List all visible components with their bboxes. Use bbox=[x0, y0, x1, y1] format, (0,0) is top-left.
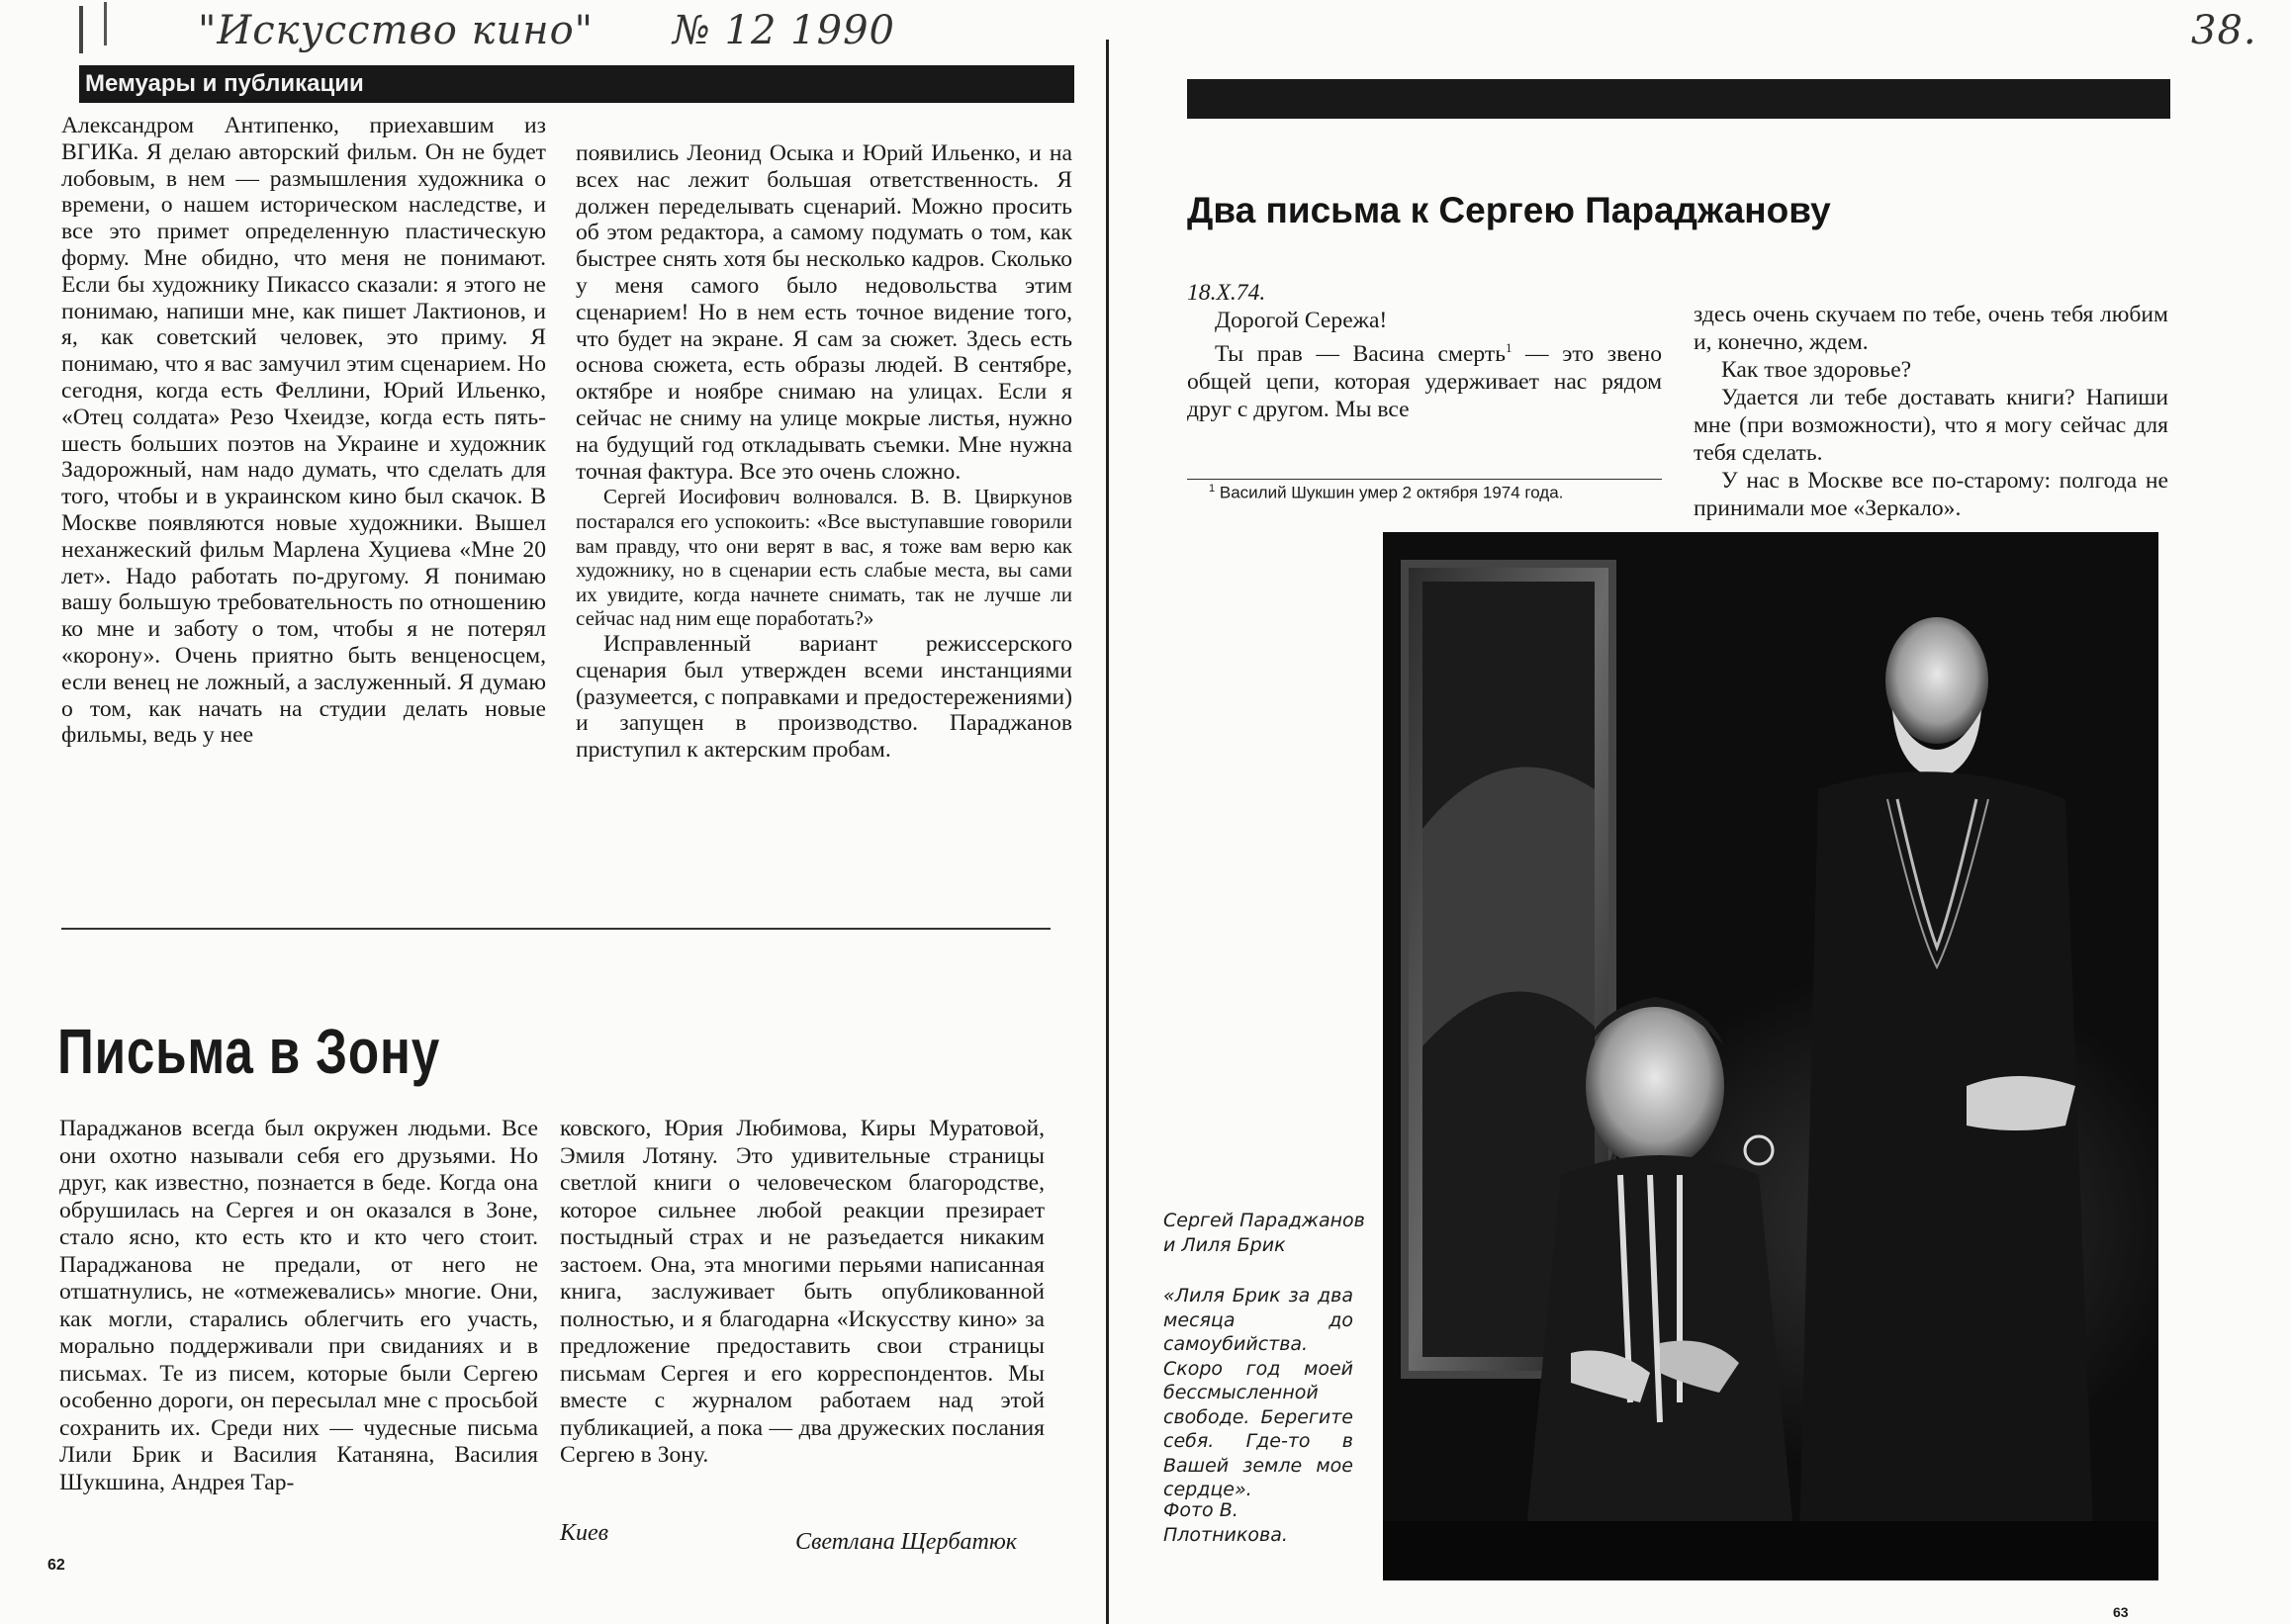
letters-title: Два письма к Сергею Параджанову bbox=[1187, 190, 1831, 230]
handwritten-issue-number: № 12 1990 bbox=[673, 8, 895, 53]
intro-text: ковского, Юрия Любимова, Киры Муратовой, Эмиля Лотяну. Это удивительные страницы светлой книги о человеческом благородстве, которое сильнее любой реакции презирает постыдный страх и не разъедается никаким застоем. Она, эта многими перьями написанная книга, заслуживает быть опубликованной полностью, и я благодарна «Искусству кино» за предложение предоставить свои страницы письмам Сергея и его корреспондентов. Мы вместе с журналом работаем над этой публикацией, а пока — два дружеских послания Сергею в Зону. bbox=[560, 1116, 1045, 1468]
letter-text: здесь очень скучаем по тебе, очень тебя любим и, конечно, ждем. bbox=[1694, 302, 2168, 355]
page-number-left: 62 bbox=[47, 1557, 65, 1574]
photo-caption-names: Сергей Параджанов и Лиля Брик bbox=[1163, 1210, 1365, 1256]
memoir-text: Сергей Иосифович волновался. В. В. Цвиркунов постарался его успокоить: «Все выступавшие говорили вам правду, что они верят в вас, я тоже вам верю как художнику, но в сценарии есть слабые места, вы сами их увидите, когда начнете снимать, так не лучше ли сейчас над ним еще поработать?» bbox=[576, 485, 1072, 631]
memoir-text: Исправленный вариант режиссерского сценария был утвержден всеми инстанциями (разумеется, с поправками и предостережениями) и запущен в производство. Параджанов приступил к актерским пробам. bbox=[576, 630, 1072, 764]
footnote: $^1$ Василий Шукшин умер 2 октября 1974 года. bbox=[1209, 483, 1564, 502]
section-divider bbox=[61, 928, 1051, 930]
section-label: Мемуары и публикации bbox=[85, 70, 364, 97]
footnote-marker: 1 bbox=[1505, 340, 1512, 355]
photo-caption-quote: «Лиля Брик за два месяца до самоубийства. Скоро год моей бессмысленной свободе. Берегите себя. Где-то в Вашей земле мое сердце». bbox=[1163, 1285, 1353, 1500]
memoir-text: появились Леонид Осыка и Юрий Ильенко, и на всех нас лежит большая ответственность. Я должен переделывать сценарий. Можно просить об этом редактора, а самому подумать о том, как быстрее снять хотя бы несколько кадров. Сколько у меня самого было недовольства этим сценарием! Но в нем есть точное видение того, что будет на экране. Я сам за сюжет. Здесь есть основа сюжета, есть образы людей. В сентябре, октябре и ноябре снимаю на улицах. Если я сейчас не сниму на улице мокрые листья, нужно на будущий год откладывать съемки. Мне нужна точная фактура. Все это очень сложно. bbox=[576, 140, 1072, 485]
photo-paradjanov-brik bbox=[1383, 532, 2158, 1580]
letter-column-1 bbox=[1187, 279, 1662, 423]
margin-mark bbox=[104, 2, 107, 45]
memoir-column-1 bbox=[61, 113, 546, 749]
photo-image bbox=[1383, 532, 2158, 1580]
intro-column-2 bbox=[560, 1116, 1045, 1470]
letter-text: Как твое здоровье? bbox=[1721, 357, 1912, 383]
letter-greeting: Дорогой Сережа! bbox=[1215, 308, 1388, 333]
signature-name: Светлана Щербатюк bbox=[795, 1529, 1017, 1555]
section-banner-right bbox=[1187, 79, 2170, 119]
memoir-column-2 bbox=[576, 140, 1072, 764]
footnote-rule bbox=[1187, 479, 1662, 480]
memoir-text: Александром Антипенко, приехавшим из ВГИКа. Я делаю авторский фильм. Он не будет лобовым, в нем — размышления художника о времени, о нашем историческом наследстве, и все это примет определенную пластическую форму. Мне обидно, что меня не понимают. Если бы художнику Пикассо сказали: я этого не понимаю, напиши мне, как пишет Лактионов, и я, как советский человек, это приму. Я понимаю, что я вас замучил этим сценарием. Но сегодня, когда есть Феллини, Юрий Ильенко, «Отец солдата» Резо Чхеидзе, когда есть пять-шесть больших поэтов на Украине и художник Задорожный, нам надо думать, что сделать для того, чтобы и в украинском кино был скачок. В Москве появляются новые художники. Вышел неханжеский фильм Марлена Хуциева «Мне 20 лет». Надо работать по-другому. Я понимаю вашу большую требовательность по отношению ко мне и заботу о том, чтобы я не потерял «корону». Очень приятно быть венценосцем, если венец не ложный, а заслуженный. Я думаю о том, как начать на студии делать новые фильмы, ведь у нее bbox=[61, 113, 546, 749]
letter-text: У нас в Москве все по-старому: полгода не принимали мое «Зеркало». bbox=[1694, 468, 2168, 521]
handwritten-journal-name: "Искусство кино" bbox=[198, 8, 595, 53]
letter-column-2 bbox=[1694, 301, 2168, 522]
intro-column-1 bbox=[59, 1116, 538, 1496]
article-title: Письма в Зону bbox=[57, 1016, 440, 1087]
letter-text: Удается ли тебе доставать книги? Напиши мне (при возможности), что я могу сейчас для тебя сделать. bbox=[1694, 385, 2168, 466]
page-spine bbox=[1106, 40, 1109, 1624]
intro-text: Параджанов всегда был окружен людьми. Все они охотно называли себя его друзьями. Но друг, как известно, познается в беде. Когда она обрушилась на Сергея и он оказался в Зоне, стало ясно, кто есть кто и кто чего стоит. Параджанова не предали, от него не отшатнулись, не «отмежевались» многие. Они, как могли, старались облегчить его участь, морально поддерживали при свиданиях и в письмах. Те из писем, которые были Сергею особенно дороги, он пересылал мне с просьбой сохранить их. Среди них — чудесные письма Лили Брик и Василия Катаняна, Василия Шукшина, Андрея Тар- bbox=[59, 1116, 538, 1495]
section-banner bbox=[79, 65, 1074, 103]
letter-date: 18.X.74. bbox=[1187, 280, 1266, 306]
margin-mark bbox=[79, 6, 83, 53]
photo-caption-credit: Фото В. Плотникова. bbox=[1163, 1499, 1288, 1546]
handwritten-sheet-number: 38. bbox=[2191, 8, 2257, 53]
letter-text: Ты прав — Васина смерть$^1$ — это звено общей цепи, которая удерживает нас рядом друг с другом. Мы все bbox=[1187, 340, 1662, 422]
page-number-right: 63 bbox=[2113, 1604, 2129, 1620]
signature-place: Киев bbox=[560, 1520, 609, 1546]
